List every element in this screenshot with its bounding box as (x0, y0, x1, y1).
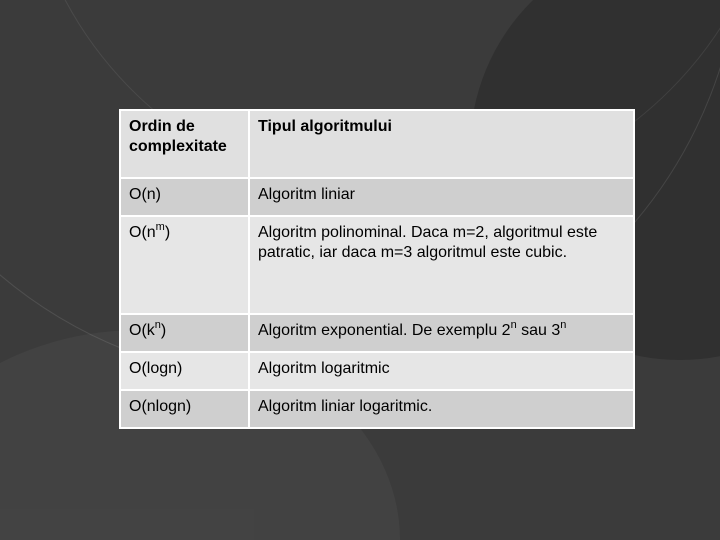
table-header-row (120, 110, 634, 178)
complexity-table (119, 109, 635, 429)
table-row (120, 352, 634, 390)
algorithm-type-cell: Algoritm liniar (249, 178, 634, 216)
table-row (120, 390, 634, 428)
algorithm-type-cell: Algoritm polinominal. Daca m=2, algoritmul este patratic, iar daca m=3 algoritmul este cubic. (249, 216, 634, 314)
algorithm-type-cell: Algoritm exponential. De exemplu 2$^n$ sau 3$^n$ (249, 314, 634, 352)
complexity-cell: O(nlogn) (120, 390, 249, 428)
algorithm-type-cell: Algoritm liniar logaritmic. (249, 390, 634, 428)
complexity-cell: $O(k^n)$ (120, 314, 249, 352)
complexity-cell: $O(n^m)$ (120, 216, 249, 314)
algorithm-type-cell: Algoritm logaritmic (249, 352, 634, 390)
complexity-cell: O(logn) (120, 352, 249, 390)
table-row (120, 216, 634, 314)
header-complexity-order: Ordin de complexitate (120, 110, 249, 178)
header-algorithm-type: Tipul algoritmului (249, 110, 634, 178)
table-row (120, 314, 634, 352)
complexity-cell: O(n) (120, 178, 249, 216)
table-row (120, 178, 634, 216)
